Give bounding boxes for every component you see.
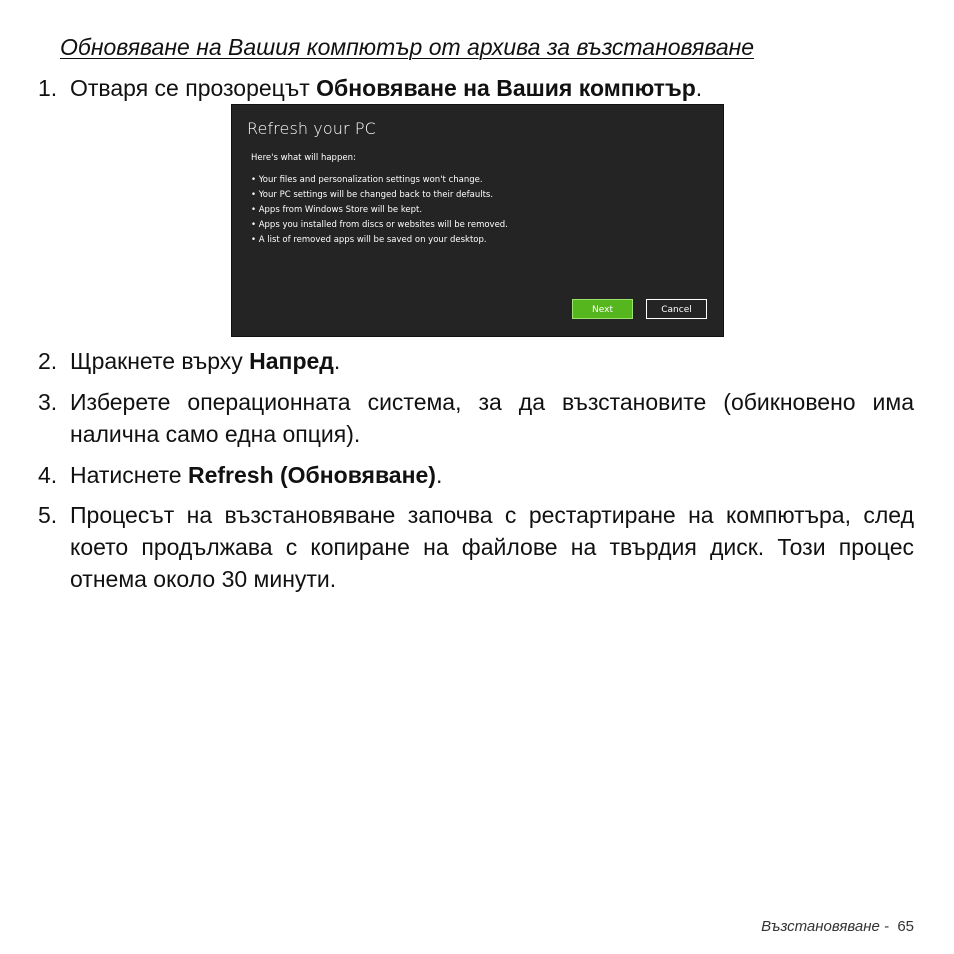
step-text: Изберете операционната система, за да възстановите (обикновено има налична само една опция). <box>70 389 914 447</box>
step-text: Процесът на възстановяване започва с рестартиране на компютъра, след което продължава с копиране на файлове на твърдия диск. Този процес отнема около 30 минути. <box>70 502 914 592</box>
step-5 <box>38 499 914 595</box>
step-text-bold: Обновяване на Вашия компютър <box>316 75 696 101</box>
dialog-bullet: • Your files and personalization settings won't change. <box>251 175 483 185</box>
section-heading: Обновяване на Вашия компютър от архива за възстановяване <box>60 34 755 60</box>
dialog-title: Refresh your PC <box>247 119 376 138</box>
step-text-plain: . <box>333 348 341 374</box>
dialog-intro: Here's what will happen: <box>251 153 356 163</box>
step-number: 1. <box>38 75 58 101</box>
step-2 <box>38 345 914 377</box>
step-text-plain: Натиснете <box>70 462 188 488</box>
step-3 <box>38 386 914 450</box>
step-text <box>70 345 914 377</box>
dialog-bullet: • Your PC settings will be changed back to their defaults. <box>251 190 494 200</box>
step-text-plain: . <box>695 75 703 101</box>
footer-section-name: Възстановяване - <box>761 918 898 935</box>
step-text <box>70 459 914 491</box>
step-number: 4. <box>38 462 58 488</box>
next-button[interactable]: Next <box>572 299 633 319</box>
page-number: 65 <box>897 918 914 935</box>
step-number: 5. <box>38 502 58 528</box>
step-text-plain: Щракнете върху <box>70 348 250 374</box>
step-text <box>70 72 914 104</box>
dialog-bullet: • A list of removed apps will be saved on your desktop. <box>251 235 487 245</box>
dialog-bullet: • Apps you installed from discs or websites will be removed. <box>251 220 508 230</box>
refresh-pc-dialog-screenshot <box>231 104 724 337</box>
step-4 <box>38 459 914 491</box>
dialog-bullet: • Apps from Windows Store will be kept. <box>251 205 423 215</box>
cancel-button[interactable]: Cancel <box>646 299 707 319</box>
step-text-bold: Refresh (Обновяване) <box>187 462 436 488</box>
step-text-plain: Отваря се прозорецът <box>70 75 317 101</box>
dialog-bullet-list <box>251 173 508 248</box>
step-1 <box>38 72 914 104</box>
page-footer <box>761 918 914 935</box>
step-text-bold: Напред <box>249 348 334 374</box>
step-number: 2. <box>38 348 58 374</box>
step-text-plain: . <box>435 462 443 488</box>
step-number: 3. <box>38 389 58 415</box>
